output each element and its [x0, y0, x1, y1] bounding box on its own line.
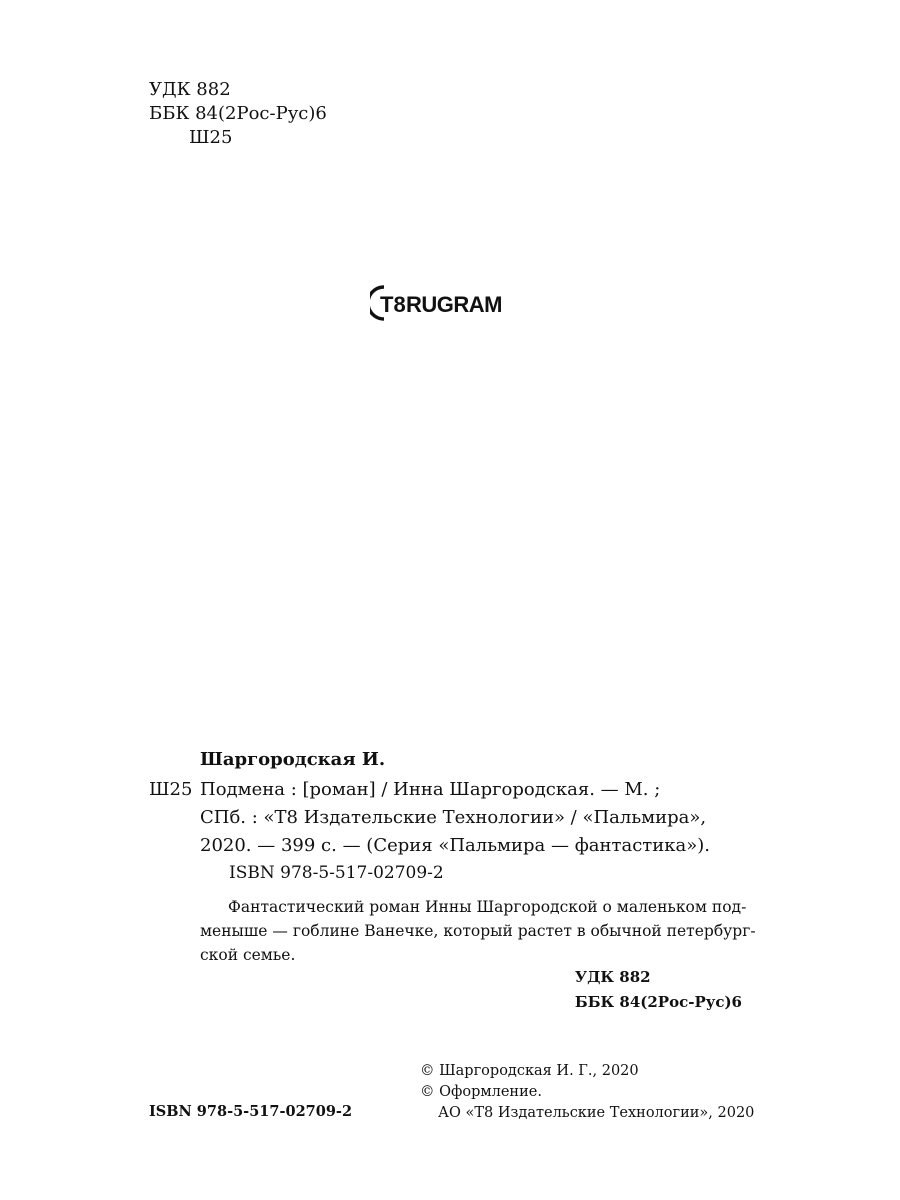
card-udk-code: УДК 882 — [574, 968, 651, 986]
card-isbn: ISBN 978-5-517-02709-2 — [229, 863, 444, 883]
annotation — [200, 895, 760, 967]
udk-code: УДК 882 — [149, 79, 231, 100]
logo-text: RUGRAM — [406, 292, 502, 317]
bib-line: СПб. : «Т8 Издательские Технологии» / «Пальмира», — [200, 807, 707, 828]
card-author-mark: Ш25 — [149, 779, 193, 800]
copyright-design: © Оформление. — [420, 1084, 542, 1100]
annotation-line: Фантастический роман Инны Шаргородской о маленьком под- — [228, 898, 747, 916]
copyright-author: © Шаргородская И. Г., 2020 — [420, 1063, 639, 1079]
annotation-line: меныше — гоблине Ванечке, который растет в обычной петербург- — [200, 922, 756, 940]
logo-mark: T8 — [380, 292, 406, 317]
t8-rugram-logo-icon — [370, 283, 520, 323]
bibliographic-description — [200, 776, 710, 860]
card-bbk-code: ББК 84(2Рос-Рус)6 — [574, 993, 742, 1011]
copyright-block — [420, 1061, 754, 1124]
author-mark: Ш25 — [189, 127, 233, 148]
annotation-line: ской семье. — [200, 946, 296, 964]
bbk-code: ББК 84(2Рос-Рус)6 — [149, 103, 327, 124]
bottom-isbn: ISBN 978-5-517-02709-2 — [149, 1103, 353, 1120]
publisher-logo — [370, 283, 520, 323]
card-author: Шаргородская И. — [200, 749, 386, 770]
card-classification-codes — [575, 965, 742, 1015]
copyright-publisher: АО «Т8 Издательские Технологии», 2020 — [438, 1105, 755, 1121]
top-classification-codes — [149, 78, 327, 150]
bib-line: Подмена : [роман] / Инна Шаргородская. — М. ; — [200, 779, 661, 800]
bib-line: 2020. — 399 с. — (Серия «Пальмира — фантастика»). — [200, 835, 710, 856]
